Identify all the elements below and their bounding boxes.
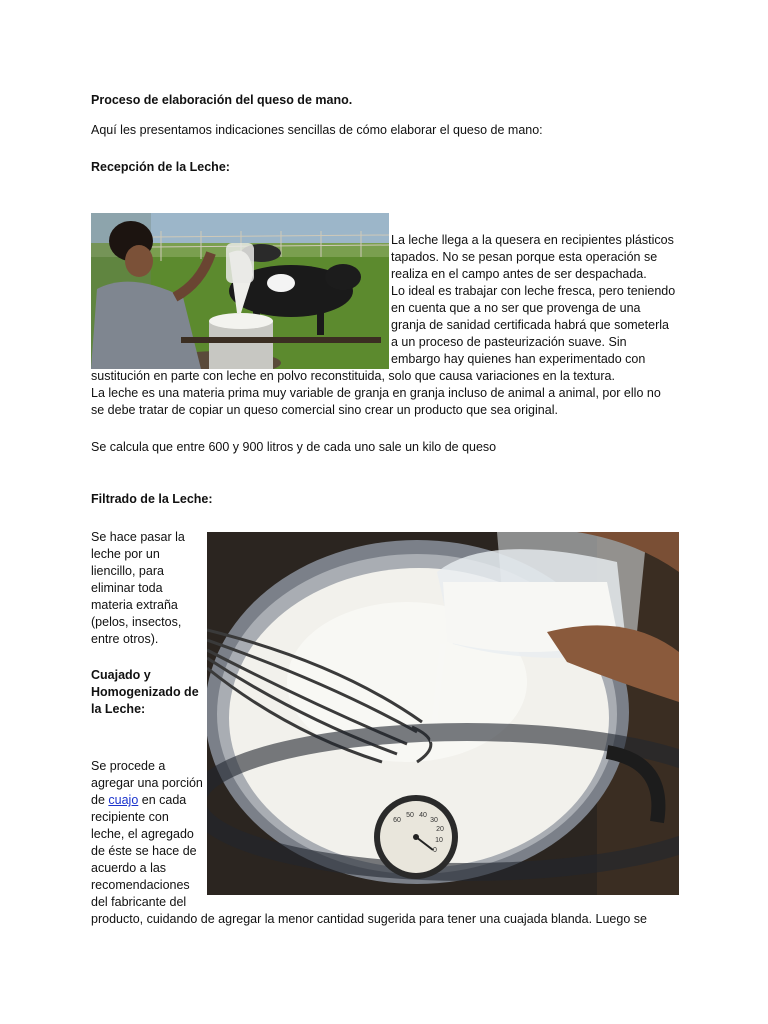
cuajado-line: recipiente con <box>91 810 169 824</box>
recepcion-line: embargo hay quienes han experimentado con <box>391 352 646 366</box>
cuajado-last-line: producto, cuidando de agregar la menor cantidad sugerida para tener una cuajada blanda. Luego se <box>91 912 647 926</box>
recepcion-line: realiza en el campo antes de ser despachada. <box>391 267 647 281</box>
cuajado-line-with-link <box>91 792 186 809</box>
cuajado-line: acuerdo a las <box>91 861 167 875</box>
filtrado-line: liencillo, para <box>91 564 164 578</box>
thermometer-tick-label: 10 <box>435 837 443 844</box>
filtrado-line: (pelos, insectos, <box>91 615 182 629</box>
filtrado-line: entre otros). <box>91 632 159 646</box>
section-heading-cuajado: Homogenizado de <box>91 685 199 699</box>
cuajado-line-suffix: en cada <box>138 793 187 807</box>
section-heading-cuajado: Cuajado y <box>91 668 151 682</box>
recepcion-fullwidth-line: se debe tratar de copiar un queso comercial sino crear un producto que sea original. <box>91 403 558 417</box>
thermometer-tick-label: 60 <box>393 817 401 824</box>
cuajado-line: del fabricante del <box>91 895 187 909</box>
recepcion-line: granja de sanidad certificada habrá que someterla <box>391 318 669 332</box>
section-heading-recepcion: Recepción de la Leche: <box>91 160 230 174</box>
recepcion-line: en cuenta que a no ser que provenga de una <box>391 301 641 315</box>
section-heading-cuajado: la Leche: <box>91 702 146 716</box>
intro-paragraph: Aquí les presentamos indicaciones sencillas de cómo elaborar el queso de mano: <box>91 123 543 137</box>
cuajado-line: recomendaciones <box>91 878 190 892</box>
document-title: Proceso de elaboración del queso de mano. <box>91 93 353 107</box>
recepcion-line: a un proceso de pasteurización suave. Sin <box>391 335 627 349</box>
cuajado-line: agregar una porción <box>91 776 203 790</box>
cuajo-link[interactable]: cuajo <box>108 793 139 807</box>
filtrado-line: leche por un <box>91 547 160 561</box>
recepcion-fullwidth-line: La leche es una materia prima muy variable de granja en granja incluso de animal a animal, por ello no <box>91 386 661 400</box>
recepcion-fullwidth-line: sustitución en parte con leche en polvo reconstituida, solo que causa variaciones en la textura. <box>91 369 615 383</box>
recepcion-line: tapados. No se pesan porque esta operación se <box>391 250 658 264</box>
filtrado-line: materia extraña <box>91 598 178 612</box>
thermometer-tick-label: 30 <box>430 817 438 824</box>
photo-farmer-milking <box>91 213 389 369</box>
recepcion-line: La leche llega a la quesera en recipientes plásticos <box>391 233 674 247</box>
thermometer-tick-label: 40 <box>419 812 427 819</box>
recepcion-line: Lo ideal es trabajar con leche fresca, pero teniendo <box>391 284 676 298</box>
cuajado-line: leche, el agregado <box>91 827 194 841</box>
thermometer-tick-label: 50 <box>406 812 414 819</box>
thermometer-tick-label: 20 <box>436 826 444 833</box>
cuajado-line: de éste se hace de <box>91 844 197 858</box>
filtrado-line: Se hace pasar la <box>91 530 185 544</box>
calc-paragraph: Se calcula que entre 600 y 900 litros y de cada uno sale un kilo de queso <box>91 440 497 454</box>
cuajado-line: Se procede a <box>91 759 166 773</box>
photo-milk-pot <box>207 532 679 895</box>
filtrado-line: eliminar toda <box>91 581 163 595</box>
section-heading-filtrado: Filtrado de la Leche: <box>91 492 213 506</box>
cuajado-line-prefix: de <box>91 793 109 807</box>
thermometer-tick-label: 0 <box>433 847 437 854</box>
